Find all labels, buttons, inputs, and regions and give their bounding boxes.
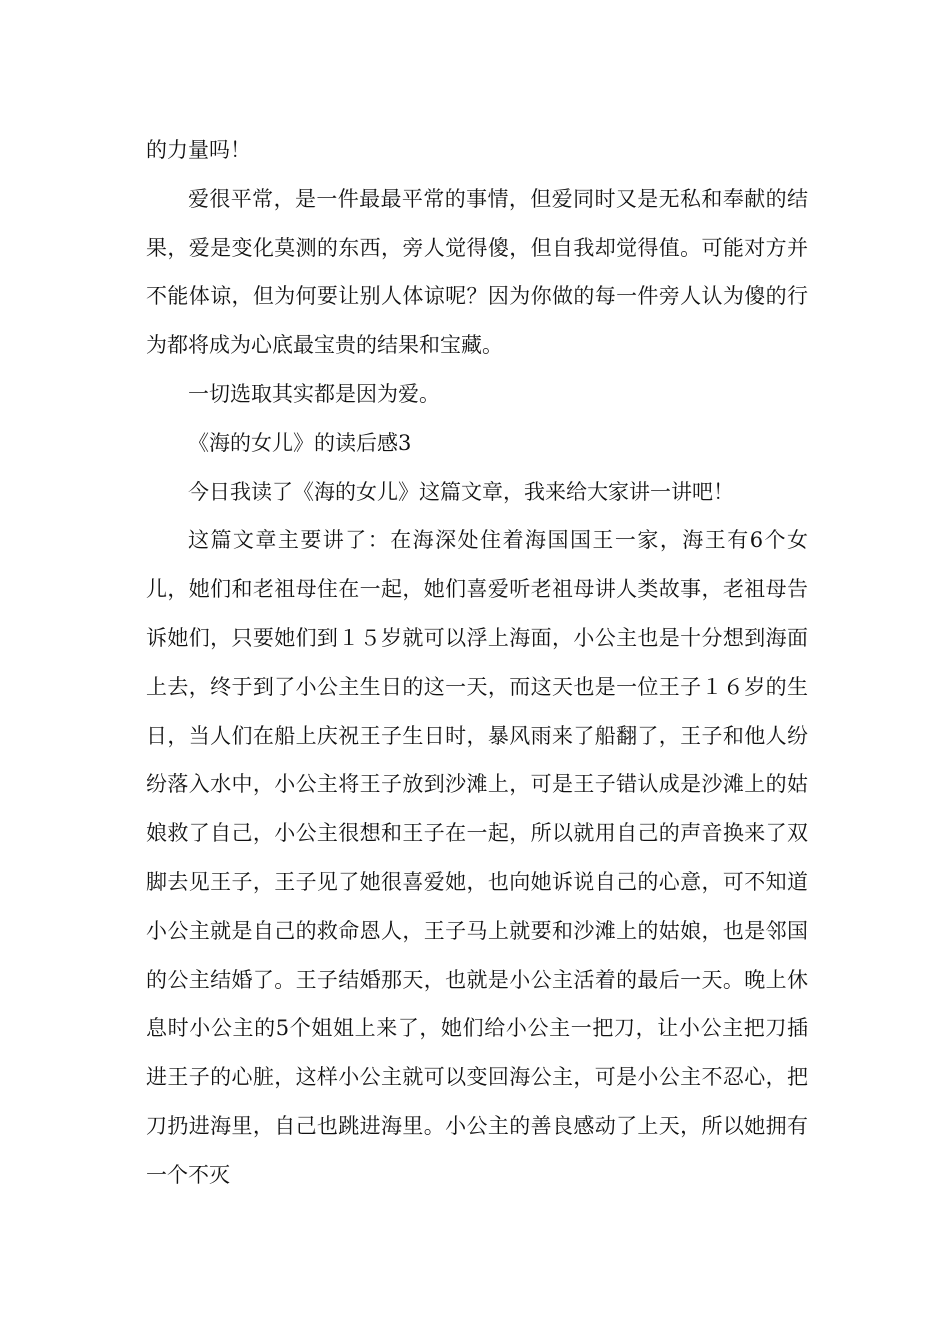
paragraph-continuation: 的力量吗！ (146, 138, 251, 162)
paragraph-summary: 这篇文章主要讲了：在海深处住着海国国王一家，海王有6个女儿，她们和老祖母住在一起，她们喜爱听老祖母讲人类故事，老祖母告诉她们，只要她们到１５岁就可以浮上海面，小公主也是十分想到海面上去，终于到了小公主生日的这一天，而这天也是一位王子１６岁的生日，当人们在船上庆祝王子生日时，暴风雨来了船翻了，王子和他人纷纷落入水中，小公主将王子放到沙滩上，可是王子错认成是沙滩上的姑娘救了自己，小公主很想和王子在一起，所以就用自己的声音换来了双脚去见王子，王子见了她很喜爱她，也向她诉说自己的心意，可不知道小公主就是自己的救命恩人，王子马上就要和沙滩上的姑娘，也是邻国的公主结婚了。王子结婚那天，也就是小公主活着的最后一天。晚上休息时小公主的5个姐姐上来了，她们给小公主一把刀，让小公主把刀插进王子的心脏，这样小公主就可以变回海公主，可是小公主不忍心，把刀扔进海里，自己也跳进海里。小公主的善良感动了上天，所以她拥有一个不灭 (146, 528, 808, 1187)
document-body (146, 126, 808, 1200)
paragraph-choice-love: 一切选取其实都是因为爱。 (188, 381, 440, 406)
paragraph-intro: 今日我读了《海的女儿》这篇文章，我来给大家讲一讲吧！ (188, 479, 734, 504)
paragraph-love-ordinary: 爱很平常，是一件最最平常的事情，但爱同时又是无私和奉献的结果，爱是变化莫测的东西，旁人觉得傻，但自我却觉得值。可能对方并不能体谅，但为何要让别人体谅呢？因为你做的每一件旁人认为傻的行为都将成为心底最宝贵的结果和宝藏。 (146, 186, 808, 358)
section-heading: 《海的女儿》的读后感3 (188, 430, 412, 455)
